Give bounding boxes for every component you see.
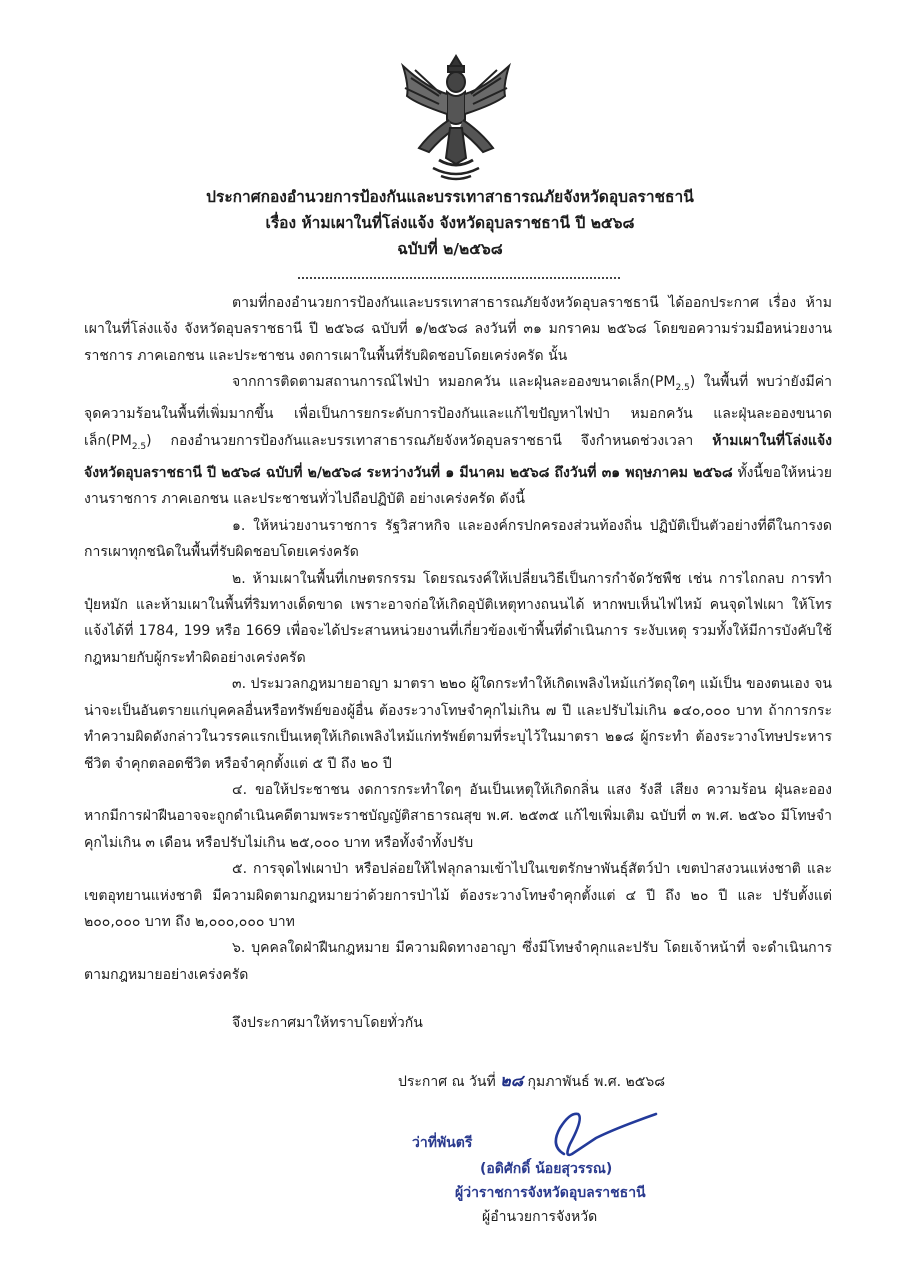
item-2: ๒. ห้ามเผาในพื้นที่เกษตรกรรม โดยรณรงค์ให้เปลี่ยนวิธีเป็นการกำจัดวัชพืช เช่น การไถกลบ การทำปุ๋ยหมัก และห้ามเผาในพื้นที่ริมทางเด็ดขาด เพราะอาจก่อให้เกิดอุบัติเหตุทางถนนได้ หากพบเห็นไฟไหม้ คนจุดไฟเผา ให้โทรแจ้งได้ที่ 1784, 199 หรือ 1669 เพื่อจะได้ประสานหน่วยงานที่เกี่ยวข้องเข้าพื้นที่ดำเนินการ ระงับเหตุ รวมทั้งให้มีการบังคับใช้กฎหมายกับผู้กระทำผิดอย่างเคร่งครัด (84, 570, 832, 666)
pm-subscript: 2.5 (675, 383, 690, 394)
closing-statement: จึงประกาศมาให้ทราบโดยทั่วกัน (232, 1015, 423, 1031)
situation-text-start: จากการติดตามสถานการณ์ไฟป่า หมอกควัน และฝุ่นละอองขนาดเล็ก(PM (232, 374, 676, 391)
announcement-body (84, 290, 832, 988)
signature-image (524, 1104, 674, 1164)
situation-text-middle: ) ในพื้นที่ พบว่ายังมีค่าจุดความร้อนในพื้นที่เพิ่มมากขึ้น เพื่อเป็นการยกระดับการป้องกันและแก้ไขปัญหาไฟป่า หมอกควัน และฝุ่นละอองขนาดเล็ก(PM (84, 374, 832, 449)
item-6: ๖. บุคคลใดฝ่าฝืนกฎหมาย มีความผิดทางอาญา ซึ่งมีโทษจำคุกและปรับ โดยเจ้าหน้าที่ จะดำเนินการตามกฎหมายอย่างเคร่งครัด (84, 940, 832, 983)
ban-period-text: ห้ามเผาในที่โล่งแจ้ง จังหวัดอุบลราชธานี ปี ๒๕๖๘ ฉบับที่ ๒/๒๕๖๘ ระหว่างวันที่ ๑ มีนาคม ๒๕๖๘ ถึงวันที่ ๓๑ พฤษภาคม ๒๕๖๘ (84, 432, 832, 482)
announcement-subject: เรื่อง ห้ามเผาในที่โล่งแจ้ง จังหวัดอุบลราชธานี ปี ๒๕๖๘ (265, 214, 635, 232)
announcement-number: ฉบับที่ ๒/๒๕๖๘ (397, 240, 503, 258)
garuda-emblem-icon (393, 48, 519, 183)
signatory-title: ผู้ว่าราชการจังหวัดอุบลราชธานี (455, 1185, 646, 1201)
paragraph-reference: ตามที่กองอำนวยการป้องกันและบรรเทาสาธารณภัยจังหวัดอุบลราชธานี ได้ออกประกาศ เรื่อง ห้ามเผาในที่โล่งแจ้ง จังหวัดอุบลราชธานี ปี ๒๕๖๘ ฉบับที่ ๑/๒๕๖๘ ลงวันที่ ๓๑ มกราคม ๒๕๖๘ โดยขอความร่วมมือหน่วยงานราชการ ภาคเอกชน และประชาชน งดการเผาในพื้นที่รับผิดชอบโดยเคร่งครัด นั้น (84, 295, 832, 364)
signatory-subtitle: ผู้อำนวยการจังหวัด (482, 1209, 598, 1225)
pm-subscript-2: 2.5 (131, 441, 147, 452)
signatory-name: (อดิศักดิ์ น้อยสุวรรณ) (480, 1161, 613, 1177)
paragraph-situation (84, 369, 832, 513)
dotted-divider (298, 277, 620, 279)
date-prefix: ประกาศ ณ วันที่ (398, 1074, 496, 1090)
item-3: ๓. ประมวลกฎหมายอาญา มาตรา ๒๒๐ ผู้ใดกระทำให้เกิดเพลิงไหม้แก่วัตถุใดๆ แม้เป็น ของตนเอง จนน่าจะเป็นอันตรายแก่บุคคลอื่นหรือทรัพย์ของผู้อื่น ต้องระวางโทษจำคุกไม่เกิน ๗ ปี และปรับไม่เกิน ๑๔๐,๐๐๐ บาท ถ้าการกระทำความผิดดังกล่าวในวรรคแรกเป็นเหตุให้เกิดเพลิงไหม้แก่ทรัพย์ตามที่ระบุไว้ในมาตรา ๒๑๘ ผู้กระทำ ต้องระวางโทษประหารชีวิต จำคุกตลอดชีวิต หรือจำคุกตั้งแต่ ๕ ปี ถึง ๒๐ ปี (84, 676, 832, 772)
situation-text-middle-2: ) กองอำนวยการป้องกันและบรรเทาสาธารณภัยจังหวัดอุบลราชธานี จึงกำหนดช่วงเวลา (146, 432, 713, 449)
item-4: ๔. ขอให้ประชาชน งดการกระทำใดๆ อันเป็นเหตุให้เกิดกลิ่น แสง รังสี เสียง ความร้อน ฝุ่นละออง หากมีการฝ่าฝืนอาจจะถูกดำเนินคดีตามพระราชบัญญัติสาธารณสุข พ.ศ. ๒๕๓๕ แก้ไขเพิ่มเติม ฉบับที่ ๓ พ.ศ. ๒๕๖๐ มีโทษจำคุกไม่เกิน ๓ เดือน หรือปรับไม่เกิน ๒๕,๐๐๐ บาท หรือทั้งจำทั้งปรับ (84, 781, 832, 851)
item-5: ๕. การจุดไฟเผาป่า หรือปล่อยให้ไฟลุกลามเข้าไปในเขตรักษาพันธุ์สัตว์ป่า เขตป่าสงวนแห่งชาติ และเขตอุทยานแห่งชาติ มีความผิดตามกฎหมายว่าด้วยการป่าไม้ ต้องระวางโทษจำคุกตั้งแต่ ๔ ปี ถึง ๒๐ ปี และ ปรับตั้งแต่ ๒๐๐,๐๐๐ บาท ถึง ๒,๐๐๐,๐๐๐ บาท (84, 861, 832, 930)
situation-text-end: ทั้งนี้ขอให้หน่วยงานราชการ ภาคเอกชน และประชาชนทั่วไปถือปฏิบัติ อย่างเคร่งครัด ดังนี้ (84, 465, 832, 508)
announcement-date (398, 1069, 665, 1094)
item-1: ๑. ให้หน่วยงานราชการ รัฐวิสาหกิจ และองค์กรปกครองส่วนท้องถิ่น ปฏิบัติเป็นตัวอย่างที่ดีในการงดการเผาทุกชนิดในพื้นที่รับผิดชอบโดยเคร่งครัด (84, 517, 832, 561)
signatory-rank: ว่าที่พันตรี (412, 1135, 473, 1151)
date-month-year: กุมภาพันธ์ พ.ศ. ๒๕๖๘ (527, 1074, 666, 1090)
announcement-issuer: ประกาศกองอำนวยการป้องกันและบรรเทาสาธารณภัยจังหวัดอุบลราชธานี (206, 188, 694, 206)
date-day-handwritten: ๒๘ (500, 1071, 524, 1090)
